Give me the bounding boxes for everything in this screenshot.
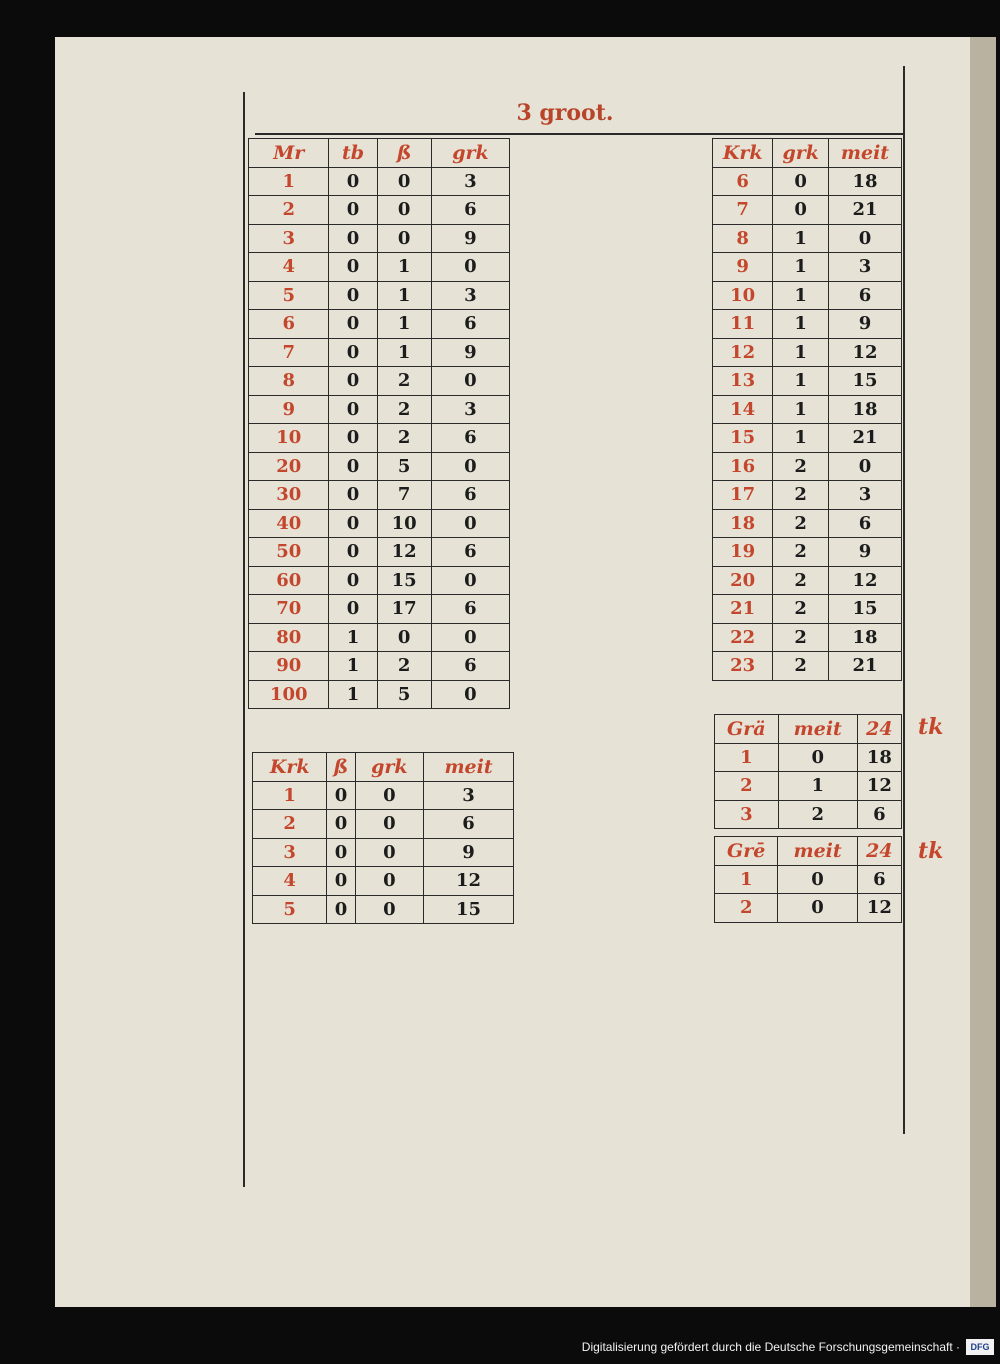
- value-cell: 6: [431, 481, 509, 510]
- value-cell: 0: [355, 781, 423, 810]
- row-label-cell: 3: [249, 224, 329, 253]
- table-row: [713, 310, 902, 339]
- value-cell: 0: [773, 196, 829, 225]
- table-row: [249, 652, 510, 681]
- row-label-cell: 90: [249, 652, 329, 681]
- value-cell: 6: [431, 424, 509, 453]
- funding-notice: Digitalisierung gefördert durch die Deutsche Forschungsgemeinschaft ·: [581, 1340, 960, 1354]
- row-label-cell: 2: [249, 196, 329, 225]
- row-label-cell: 12: [713, 338, 773, 367]
- value-cell: 1: [773, 395, 829, 424]
- value-cell: 1: [773, 310, 829, 339]
- header-cell: 24: [857, 715, 901, 744]
- table-header-row: [713, 139, 902, 168]
- table-kreuzer-schilling: [252, 752, 514, 924]
- value-cell: 3: [828, 481, 901, 510]
- value-cell: 0: [327, 838, 355, 867]
- row-label-cell: 1: [249, 167, 329, 196]
- value-cell: 0: [377, 167, 431, 196]
- value-cell: 2: [773, 538, 829, 567]
- value-cell: 21: [828, 196, 901, 225]
- value-cell: 3: [828, 253, 901, 282]
- value-cell: 1: [377, 281, 431, 310]
- value-cell: 6: [828, 509, 901, 538]
- value-cell: 6: [431, 310, 509, 339]
- table-row: [249, 395, 510, 424]
- row-label-cell: 10: [713, 281, 773, 310]
- table-header-row: [253, 753, 514, 782]
- value-cell: 0: [355, 867, 423, 896]
- header-cell: Krk: [713, 139, 773, 168]
- table-row: [715, 894, 902, 923]
- table-row: [713, 196, 902, 225]
- row-label-cell: 7: [713, 196, 773, 225]
- row-label-cell: 18: [713, 509, 773, 538]
- value-cell: 0: [377, 196, 431, 225]
- value-cell: 1: [773, 253, 829, 282]
- table-row: [249, 509, 510, 538]
- value-cell: 0: [431, 680, 509, 709]
- value-cell: 2: [773, 452, 829, 481]
- header-cell: ß: [377, 139, 431, 168]
- row-label-cell: 7: [249, 338, 329, 367]
- row-label-cell: 11: [713, 310, 773, 339]
- row-label-cell: 5: [249, 281, 329, 310]
- row-label-cell: 60: [249, 566, 329, 595]
- value-cell: 18: [857, 743, 901, 772]
- value-cell: 15: [828, 595, 901, 624]
- table-row: [713, 338, 902, 367]
- row-label-cell: 30: [249, 481, 329, 510]
- value-cell: 1: [773, 224, 829, 253]
- value-cell: 0: [355, 895, 423, 924]
- value-cell: 15: [424, 895, 514, 924]
- value-cell: 0: [377, 623, 431, 652]
- row-label-cell: 4: [249, 253, 329, 282]
- table-row: [249, 481, 510, 510]
- value-cell: 1: [773, 424, 829, 453]
- value-cell: 21: [828, 424, 901, 453]
- table-row: [253, 838, 514, 867]
- header-cell: grk: [355, 753, 423, 782]
- value-cell: 0: [431, 509, 509, 538]
- row-label-cell: 6: [249, 310, 329, 339]
- value-cell: 3: [431, 395, 509, 424]
- value-cell: 2: [377, 652, 431, 681]
- value-cell: 6: [431, 652, 509, 681]
- table-row: [249, 623, 510, 652]
- table-header-row: [715, 715, 902, 744]
- value-cell: 6: [431, 538, 509, 567]
- header-cell: Krk: [253, 753, 327, 782]
- table-row: [713, 395, 902, 424]
- value-cell: 12: [424, 867, 514, 896]
- value-cell: 0: [329, 566, 377, 595]
- value-cell: 6: [857, 800, 901, 829]
- value-cell: 0: [329, 452, 377, 481]
- value-cell: 0: [329, 395, 377, 424]
- value-cell: 0: [329, 538, 377, 567]
- value-cell: 0: [329, 253, 377, 282]
- header-cell: tb: [329, 139, 377, 168]
- row-label-cell: 8: [249, 367, 329, 396]
- value-cell: 2: [773, 623, 829, 652]
- value-cell: 0: [329, 509, 377, 538]
- value-cell: 2: [778, 800, 857, 829]
- table-gren-meit: [714, 836, 902, 923]
- value-cell: 1: [377, 338, 431, 367]
- value-cell: 0: [377, 224, 431, 253]
- value-cell: 0: [778, 894, 857, 923]
- row-label-cell: 50: [249, 538, 329, 567]
- value-cell: 12: [828, 566, 901, 595]
- value-cell: 18: [828, 623, 901, 652]
- header-cell: Mr: [249, 139, 329, 168]
- table-row: [249, 253, 510, 282]
- row-label-cell: 19: [713, 538, 773, 567]
- row-label-cell: 100: [249, 680, 329, 709]
- margin-mark: tk: [918, 714, 944, 740]
- row-label-cell: 1: [253, 781, 327, 810]
- row-label-cell: 15: [713, 424, 773, 453]
- value-cell: 1: [377, 310, 431, 339]
- table-row: [713, 224, 902, 253]
- value-cell: 0: [828, 452, 901, 481]
- table-row: [249, 452, 510, 481]
- table-row: [253, 781, 514, 810]
- value-cell: 9: [828, 310, 901, 339]
- row-label-cell: 10: [249, 424, 329, 453]
- value-cell: 15: [828, 367, 901, 396]
- table-row: [713, 253, 902, 282]
- value-cell: 9: [431, 338, 509, 367]
- value-cell: 0: [329, 424, 377, 453]
- row-label-cell: 2: [715, 894, 778, 923]
- value-cell: 18: [828, 167, 901, 196]
- value-cell: 12: [828, 338, 901, 367]
- value-cell: 1: [329, 652, 377, 681]
- value-cell: 0: [329, 595, 377, 624]
- header-cell: meit: [828, 139, 901, 168]
- row-label-cell: 3: [715, 800, 779, 829]
- table-header-row: [715, 837, 902, 866]
- value-cell: 2: [377, 395, 431, 424]
- table-row: [713, 566, 902, 595]
- value-cell: 12: [857, 894, 901, 923]
- value-cell: 0: [327, 895, 355, 924]
- value-cell: 0: [329, 310, 377, 339]
- value-cell: 2: [377, 424, 431, 453]
- table-row: [249, 281, 510, 310]
- value-cell: 17: [377, 595, 431, 624]
- table-row: [249, 310, 510, 339]
- value-cell: 1: [773, 338, 829, 367]
- header-cell: grk: [431, 139, 509, 168]
- value-cell: 6: [431, 595, 509, 624]
- table-row: [249, 367, 510, 396]
- row-label-cell: 70: [249, 595, 329, 624]
- value-cell: 0: [355, 838, 423, 867]
- table-gran-meit: [714, 714, 902, 829]
- left-frame-rule: [243, 92, 245, 1187]
- header-cell: 24: [857, 837, 901, 866]
- header-cell: grk: [773, 139, 829, 168]
- row-label-cell: 80: [249, 623, 329, 652]
- table-row: [713, 367, 902, 396]
- table-row: [249, 224, 510, 253]
- header-cell: Grē: [715, 837, 778, 866]
- value-cell: 0: [431, 623, 509, 652]
- value-cell: 6: [424, 810, 514, 839]
- table-row: [713, 167, 902, 196]
- margin-mark: tk: [918, 838, 944, 864]
- value-cell: 1: [778, 772, 857, 801]
- value-cell: 0: [327, 810, 355, 839]
- row-label-cell: 1: [715, 743, 779, 772]
- value-cell: 9: [424, 838, 514, 867]
- value-cell: 0: [329, 367, 377, 396]
- row-label-cell: 2: [253, 810, 327, 839]
- value-cell: 6: [431, 196, 509, 225]
- value-cell: 0: [778, 743, 857, 772]
- value-cell: 0: [431, 452, 509, 481]
- table-row: [715, 865, 902, 894]
- page-title: 3 groot.: [516, 100, 614, 126]
- value-cell: 1: [329, 623, 377, 652]
- value-cell: 1: [773, 281, 829, 310]
- value-cell: 2: [773, 595, 829, 624]
- value-cell: 9: [828, 538, 901, 567]
- header-cell: meit: [778, 837, 857, 866]
- table-row: [715, 743, 902, 772]
- value-cell: 18: [828, 395, 901, 424]
- table-row: [249, 680, 510, 709]
- value-cell: 2: [773, 652, 829, 681]
- header-cell: meit: [778, 715, 857, 744]
- footer-bar: [0, 1334, 1000, 1364]
- row-label-cell: 9: [713, 253, 773, 282]
- value-cell: 10: [377, 509, 431, 538]
- value-cell: 0: [773, 167, 829, 196]
- table-row: [253, 810, 514, 839]
- table-kreuzer-groschen: [712, 138, 902, 681]
- value-cell: 6: [828, 281, 901, 310]
- right-frame-rule: [903, 66, 905, 1134]
- value-cell: 0: [329, 481, 377, 510]
- row-label-cell: 3: [253, 838, 327, 867]
- value-cell: 3: [431, 167, 509, 196]
- title-rule: [255, 133, 903, 135]
- table-row: [713, 595, 902, 624]
- value-cell: 1: [377, 253, 431, 282]
- row-label-cell: 22: [713, 623, 773, 652]
- table-row: [713, 481, 902, 510]
- value-cell: 0: [327, 781, 355, 810]
- table-row: [713, 538, 902, 567]
- row-label-cell: 20: [713, 566, 773, 595]
- value-cell: 0: [355, 810, 423, 839]
- value-cell: 1: [329, 680, 377, 709]
- value-cell: 0: [778, 865, 857, 894]
- table-row: [713, 509, 902, 538]
- row-label-cell: 17: [713, 481, 773, 510]
- table-row: [713, 281, 902, 310]
- header-cell: Grä: [715, 715, 779, 744]
- value-cell: 2: [773, 509, 829, 538]
- table-row: [715, 772, 902, 801]
- table-mark-pfund: [248, 138, 510, 709]
- value-cell: 2: [377, 367, 431, 396]
- table-row: [713, 424, 902, 453]
- row-label-cell: 4: [253, 867, 327, 896]
- row-label-cell: 14: [713, 395, 773, 424]
- row-label-cell: 16: [713, 452, 773, 481]
- row-label-cell: 23: [713, 652, 773, 681]
- table-row: [249, 338, 510, 367]
- value-cell: 6: [857, 865, 901, 894]
- table-header-row: [249, 139, 510, 168]
- row-label-cell: 21: [713, 595, 773, 624]
- row-label-cell: 20: [249, 452, 329, 481]
- value-cell: 0: [327, 867, 355, 896]
- value-cell: 12: [377, 538, 431, 567]
- row-label-cell: 40: [249, 509, 329, 538]
- value-cell: 1: [773, 367, 829, 396]
- table-row: [253, 895, 514, 924]
- value-cell: 0: [431, 253, 509, 282]
- table-row: [713, 623, 902, 652]
- value-cell: 0: [329, 167, 377, 196]
- value-cell: 0: [431, 566, 509, 595]
- value-cell: 0: [329, 196, 377, 225]
- table-row: [249, 167, 510, 196]
- row-label-cell: 5: [253, 895, 327, 924]
- table-row: [713, 452, 902, 481]
- value-cell: 15: [377, 566, 431, 595]
- dfg-logo: DFG: [966, 1339, 994, 1355]
- value-cell: 0: [329, 338, 377, 367]
- value-cell: 7: [377, 481, 431, 510]
- value-cell: 0: [329, 281, 377, 310]
- value-cell: 2: [773, 566, 829, 595]
- row-label-cell: 2: [715, 772, 779, 801]
- page-edge: [970, 37, 996, 1307]
- value-cell: 9: [431, 224, 509, 253]
- row-label-cell: 6: [713, 167, 773, 196]
- table-row: [249, 538, 510, 567]
- value-cell: 5: [377, 680, 431, 709]
- row-label-cell: 13: [713, 367, 773, 396]
- header-cell: ß: [327, 753, 355, 782]
- value-cell: 0: [329, 224, 377, 253]
- value-cell: 3: [431, 281, 509, 310]
- value-cell: 0: [828, 224, 901, 253]
- table-row: [713, 652, 902, 681]
- table-row: [249, 566, 510, 595]
- row-label-cell: 1: [715, 865, 778, 894]
- row-label-cell: 9: [249, 395, 329, 424]
- value-cell: 21: [828, 652, 901, 681]
- table-row: [249, 196, 510, 225]
- row-label-cell: 8: [713, 224, 773, 253]
- table-row: [715, 800, 902, 829]
- table-row: [253, 867, 514, 896]
- table-row: [249, 595, 510, 624]
- value-cell: 3: [424, 781, 514, 810]
- value-cell: 12: [857, 772, 901, 801]
- value-cell: 5: [377, 452, 431, 481]
- value-cell: 2: [773, 481, 829, 510]
- table-row: [249, 424, 510, 453]
- header-cell: meit: [424, 753, 514, 782]
- value-cell: 0: [431, 367, 509, 396]
